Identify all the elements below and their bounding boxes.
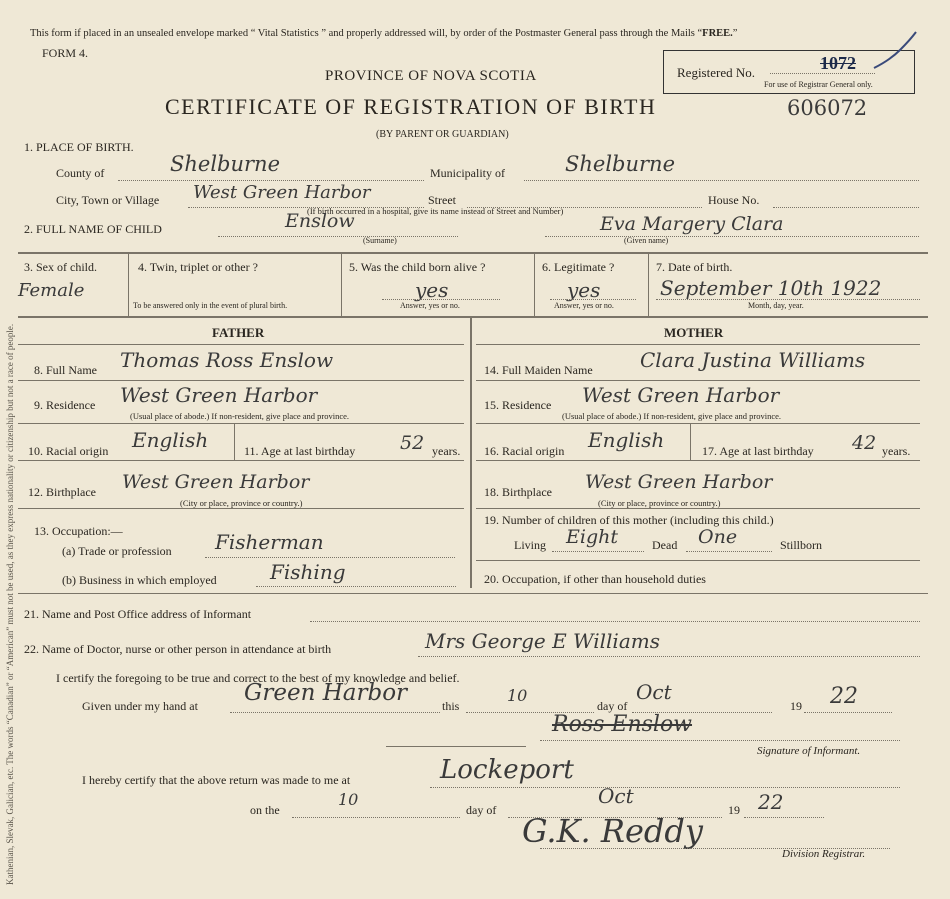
- mother-residence-note: (Usual place of abode.) If non-resident, give place and province.: [562, 411, 782, 421]
- twin-label: 4. Twin, triplet or other ?: [138, 260, 258, 274]
- house-line: [773, 207, 919, 208]
- row3-bottom-border: [18, 316, 928, 318]
- stillborn-label: Stillborn: [780, 538, 823, 552]
- father-residence: West Green Harbor: [120, 383, 318, 407]
- attendant-line: [418, 656, 920, 657]
- trade-label: (a) Trade or profession: [62, 544, 172, 558]
- place-of-birth-label: 1. PLACE OF BIRTH.: [24, 140, 134, 154]
- mother-birthplace-note: (City or place, province or country.): [598, 498, 721, 508]
- top-notice-end: ”: [732, 28, 738, 39]
- given-under-label: Given under my hand at: [82, 699, 198, 713]
- mother-occupation-label: 20. Occupation, if other than household duties: [484, 572, 706, 586]
- row3-divider-4: [648, 253, 649, 316]
- dead-label: Dead: [652, 538, 678, 552]
- mother-birthplace: West Green Harbor: [585, 471, 773, 493]
- registrar-month: Oct: [598, 784, 634, 808]
- father-heading: FATHER: [212, 325, 265, 340]
- free-text: FREE.: [702, 28, 733, 39]
- mother-racial-label: 16. Racial origin: [484, 444, 565, 458]
- pen-mark-icon: [870, 28, 920, 78]
- father-residence-note: (Usual place of abode.) If non-resident, give place and province.: [130, 411, 350, 421]
- on-the-label: on the: [250, 803, 280, 817]
- division-registrar-caption: Division Registrar.: [782, 848, 866, 860]
- attendant-label: 22. Name of Doctor, nurse or other person in attendance at birth: [24, 642, 332, 656]
- mother-rule-5: [476, 560, 920, 561]
- father-birthplace-note: (City or place, province or country.): [180, 498, 303, 508]
- father-rule-2: [18, 423, 464, 424]
- mother-age: 42: [852, 432, 877, 454]
- given-caption: (Given name): [624, 236, 669, 245]
- certificate-title: CERTIFICATE OF REGISTRATION OF BIRTH: [165, 94, 657, 119]
- sex-label: 3. Sex of child.: [24, 260, 97, 274]
- father-name-label: 8. Full Name: [34, 363, 97, 377]
- father-racial: English: [132, 428, 209, 452]
- twin-note: To be answered only in the event of plural birth.: [133, 301, 288, 310]
- father-occupation-label: 13. Occupation:—: [34, 524, 123, 538]
- father-rule-3: [18, 460, 464, 461]
- house-no-label: House No.: [708, 193, 760, 207]
- mother-racial: English: [588, 428, 665, 452]
- informant-top-rule: [18, 593, 928, 594]
- mother-age-label: 17. Age at last birthday: [702, 444, 814, 458]
- city-value: West Green Harbor: [193, 182, 371, 203]
- form-number: FORM 4.: [42, 46, 89, 60]
- municipality-line: [524, 180, 919, 181]
- father-name: Thomas Ross Enslow: [120, 348, 334, 372]
- given-day: 10: [507, 686, 528, 705]
- attendant-value: Mrs George E Williams: [425, 629, 660, 653]
- date-of-birth-label: 7. Date of birth.: [656, 260, 733, 274]
- year-prefix: 19: [790, 699, 802, 713]
- children-label: 19. Number of children of this mother (including this child.): [484, 513, 774, 527]
- county-label: County of: [56, 166, 105, 180]
- row3-divider-1: [128, 253, 129, 316]
- dead-value: One: [698, 526, 738, 548]
- short-rule: [386, 746, 526, 747]
- registered-underline: [770, 73, 875, 74]
- certificate-subtitle: (BY PARENT OR GUARDIAN): [376, 129, 509, 140]
- father-birthplace-label: 12. Birthplace: [28, 485, 96, 499]
- certify-statement: I certify the foregoing to be true and correct to the best of my knowledge and belief.: [56, 671, 460, 685]
- day-of-label: day of: [597, 699, 628, 713]
- registrar-place-line: [430, 787, 900, 788]
- mother-age-divider: [690, 424, 691, 460]
- registrar-note: For use of Registrar General only.: [764, 80, 873, 89]
- registrar-year: 22: [758, 790, 784, 814]
- given-month: Oct: [636, 680, 672, 704]
- business-value: Fishing: [270, 560, 346, 584]
- alive-label: 5. Was the child born alive ?: [349, 260, 486, 274]
- top-notice-text: This form if placed in an unsealed envelope marked “ Vital Statistics ” and properly addressed will, by order of the Postmaster General pass through the Mails “: [30, 28, 703, 39]
- father-birthplace: West Green Harbor: [122, 471, 310, 493]
- this-label: this: [442, 699, 460, 713]
- row3-divider-3: [534, 253, 535, 316]
- handwritten-number: 606072: [787, 96, 868, 120]
- given-place-line: [230, 712, 440, 713]
- living-label: Living: [514, 538, 546, 552]
- business-line: [256, 586, 456, 587]
- top-notice: [30, 28, 737, 39]
- child-name-label: 2. FULL NAME OF CHILD: [24, 222, 162, 236]
- date-of-birth-value: September 10th 1922: [660, 276, 882, 300]
- registrar-year-prefix: 19: [728, 803, 740, 817]
- mother-birthplace-label: 18. Birthplace: [484, 485, 552, 499]
- informant-signature: Ross Enslow: [552, 712, 693, 737]
- municipality-label: Municipality of: [430, 166, 505, 180]
- hospital-note: (If birth occurred in a hospital, give its name instead of Street and Number): [307, 206, 564, 216]
- municipality-value: Shelburne: [565, 152, 676, 176]
- registered-value: 1072: [820, 53, 856, 73]
- legitimate-note: Answer, yes or no.: [554, 301, 614, 310]
- side-notice: Kathenian, Slevak, Galician, etc. The words “Canadian” or “American” must not be used, as they express nationality or citizenship but not a race of people.: [5, 323, 15, 885]
- registrar-statement: I hereby certify that the above return was made to me at: [82, 773, 351, 787]
- sex-value: Female: [18, 280, 85, 301]
- trade-value: Fisherman: [215, 530, 324, 554]
- given-place: Green Harbor: [244, 680, 408, 706]
- registrar-place: Lockeport: [440, 755, 574, 785]
- informant-line: [310, 621, 920, 622]
- center-divider: [470, 316, 472, 588]
- father-rule-4: [18, 508, 464, 509]
- father-years: years.: [432, 444, 461, 458]
- surname-line: [218, 236, 458, 237]
- business-label: (b) Business in which employed: [62, 573, 217, 587]
- mother-rule-4: [476, 508, 920, 509]
- surname-caption: (Surname): [363, 236, 397, 245]
- mother-rule-2: [476, 423, 920, 424]
- father-age-divider: [234, 424, 235, 460]
- mother-years: years.: [882, 444, 911, 458]
- county-value: Shelburne: [170, 152, 281, 176]
- child-given-name: Eva Margery Clara: [600, 213, 784, 235]
- city-label: City, Town or Village: [56, 193, 160, 207]
- row3-top-border: [18, 252, 928, 254]
- given-year: 22: [830, 684, 858, 709]
- alive-note: Answer, yes or no.: [400, 301, 460, 310]
- legitimate-label: 6. Legitimate ?: [542, 260, 615, 274]
- dead-line: [686, 551, 772, 552]
- county-line: [118, 180, 424, 181]
- registrar-day-of: day of: [466, 803, 497, 817]
- registrar-day: 10: [338, 790, 359, 809]
- mother-rule-0: [476, 344, 920, 345]
- legitimate-line: [550, 299, 636, 300]
- father-racial-label: 10. Racial origin: [28, 444, 109, 458]
- mother-heading: MOTHER: [664, 325, 724, 340]
- signature-informant-caption: Signature of Informant.: [757, 745, 861, 757]
- living-value: Eight: [566, 526, 618, 548]
- date-note: Month, day, year.: [748, 301, 804, 310]
- mother-name-label: 14. Full Maiden Name: [484, 363, 593, 377]
- alive-value: yes: [415, 278, 449, 302]
- mother-rule-3: [476, 460, 920, 461]
- informant-signature-line: [540, 740, 900, 741]
- living-line: [552, 551, 644, 552]
- father-residence-label: 9. Residence: [34, 398, 96, 412]
- registered-label: Registered No.: [677, 65, 755, 80]
- mother-rule-1: [476, 380, 920, 381]
- mother-residence: West Green Harbor: [582, 383, 780, 407]
- mother-name: Clara Justina Williams: [640, 348, 866, 372]
- registrar-year-line: [744, 817, 824, 818]
- child-surname: Enslow: [285, 210, 355, 232]
- row3-divider-2: [341, 253, 342, 316]
- date-line: [656, 299, 920, 300]
- father-rule-1: [18, 380, 464, 381]
- registrar-day-line: [292, 817, 460, 818]
- given-line: [545, 236, 919, 237]
- registrar-signature: G.K. Reddy: [522, 812, 703, 850]
- informant-label: 21. Name and Post Office address of Informant: [24, 607, 252, 621]
- province-heading: PROVINCE OF NOVA SCOTIA: [325, 68, 537, 84]
- street-label: Street: [428, 193, 456, 207]
- father-age-label: 11. Age at last birthday: [244, 444, 356, 458]
- father-age: 52: [400, 432, 425, 454]
- mother-residence-label: 15. Residence: [484, 398, 552, 412]
- trade-line: [205, 557, 455, 558]
- given-year-line: [804, 712, 892, 713]
- alive-line: [382, 299, 500, 300]
- legitimate-value: yes: [567, 278, 601, 302]
- father-rule-0: [18, 344, 464, 345]
